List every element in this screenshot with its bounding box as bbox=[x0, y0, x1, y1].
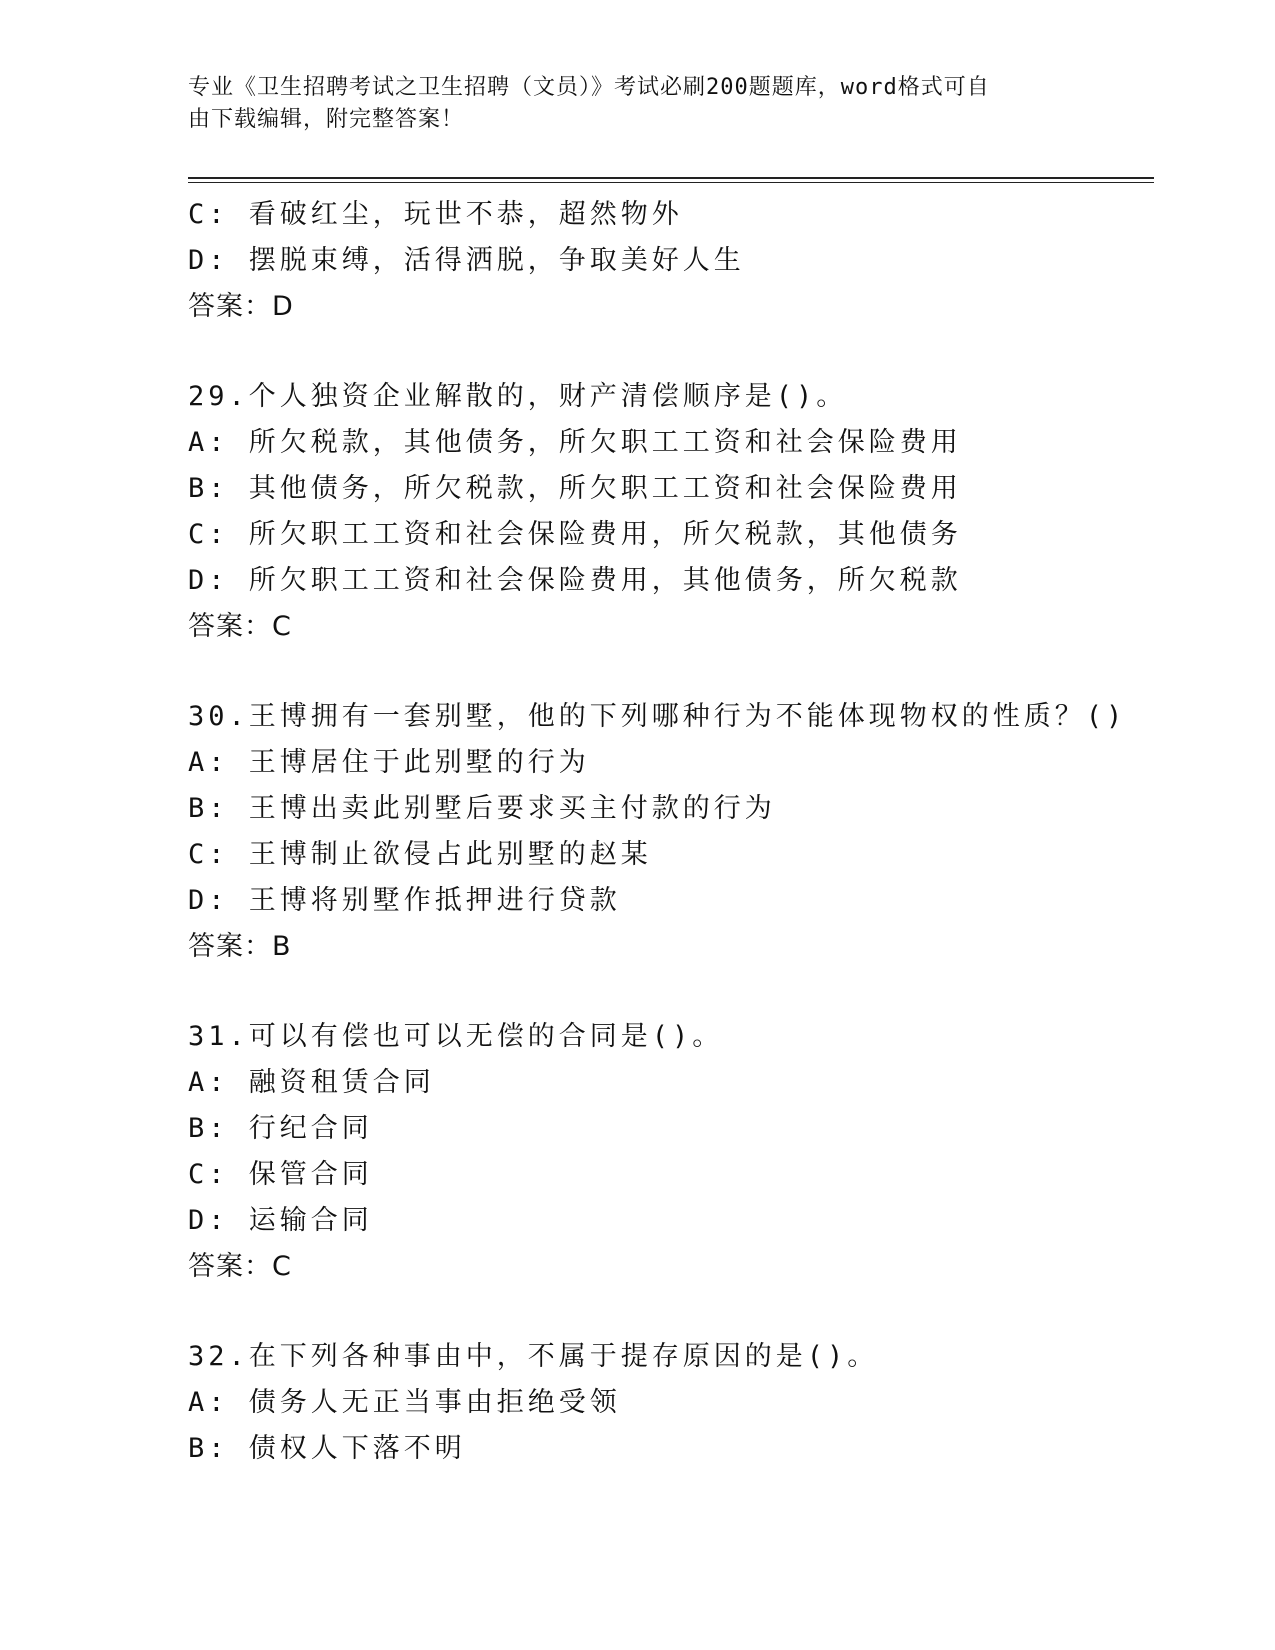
question-block-29 bbox=[188, 374, 1154, 650]
question-text: 31.可以有偿也可以无偿的合同是()。 bbox=[188, 1021, 724, 1052]
question-block-30 bbox=[188, 694, 1154, 970]
spacer bbox=[188, 330, 1154, 374]
option-line: C: 所欠职工工资和社会保险费用，所欠税款，其他债务 bbox=[188, 519, 962, 550]
header-line-2: 由下载编辑，附完整答案！ bbox=[188, 107, 465, 132]
answer-line: 答案：D bbox=[188, 291, 294, 322]
option-line: B: 债权人下落不明 bbox=[188, 1433, 466, 1464]
spacer bbox=[188, 650, 1154, 694]
header-divider-thin bbox=[188, 182, 1154, 183]
option-line: A: 王博居住于此别墅的行为 bbox=[188, 747, 590, 778]
header-line-1: 专业《卫生招聘考试之卫生招聘（文员）》考试必刷200题题库，word格式可自 bbox=[188, 75, 990, 100]
question-text: 29.个人独资企业解散的，财产清偿顺序是()。 bbox=[188, 381, 848, 412]
option-line: D: 摆脱束缚，活得洒脱，争取美好人生 bbox=[188, 245, 745, 276]
option-line: A: 债务人无正当事由拒绝受领 bbox=[188, 1387, 621, 1418]
answer-line: 答案：C bbox=[188, 611, 292, 642]
question-text: 32.在下列各种事由中，不属于提存原因的是()。 bbox=[188, 1341, 879, 1372]
option-line: B: 王博出卖此别墅后要求买主付款的行为 bbox=[188, 793, 776, 824]
option-line: C: 保管合同 bbox=[188, 1159, 373, 1190]
question-text: 30.王博拥有一套别墅，他的下列哪种行为不能体现物权的性质？() bbox=[188, 701, 1127, 732]
option-line: D: 运输合同 bbox=[188, 1205, 373, 1236]
question-block-28 bbox=[188, 192, 1154, 330]
option-line: A: 所欠税款，其他债务，所欠职工工资和社会保险费用 bbox=[188, 427, 962, 458]
question-block-31 bbox=[188, 1014, 1154, 1290]
option-line: C: 看破红尘，玩世不恭，超然物外 bbox=[188, 199, 683, 230]
option-line: B: 行纪合同 bbox=[188, 1113, 373, 1144]
spacer bbox=[188, 1290, 1154, 1334]
option-line: A: 融资租赁合同 bbox=[188, 1067, 435, 1098]
option-line: D: 所欠职工工资和社会保险费用，其他债务，所欠税款 bbox=[188, 565, 962, 596]
option-line: B: 其他债务，所欠税款，所欠职工工资和社会保险费用 bbox=[188, 473, 962, 504]
header-divider-thick bbox=[188, 177, 1154, 179]
answer-line: 答案：C bbox=[188, 1251, 292, 1282]
option-line: D: 王博将别墅作抵押进行贷款 bbox=[188, 885, 621, 916]
option-line: C: 王博制止欲侵占此别墅的赵某 bbox=[188, 839, 652, 870]
question-block-32 bbox=[188, 1334, 1154, 1472]
spacer bbox=[188, 970, 1154, 1014]
answer-line: 答案：B bbox=[188, 931, 292, 962]
document-header bbox=[188, 72, 1088, 136]
question-list bbox=[188, 192, 1154, 1472]
